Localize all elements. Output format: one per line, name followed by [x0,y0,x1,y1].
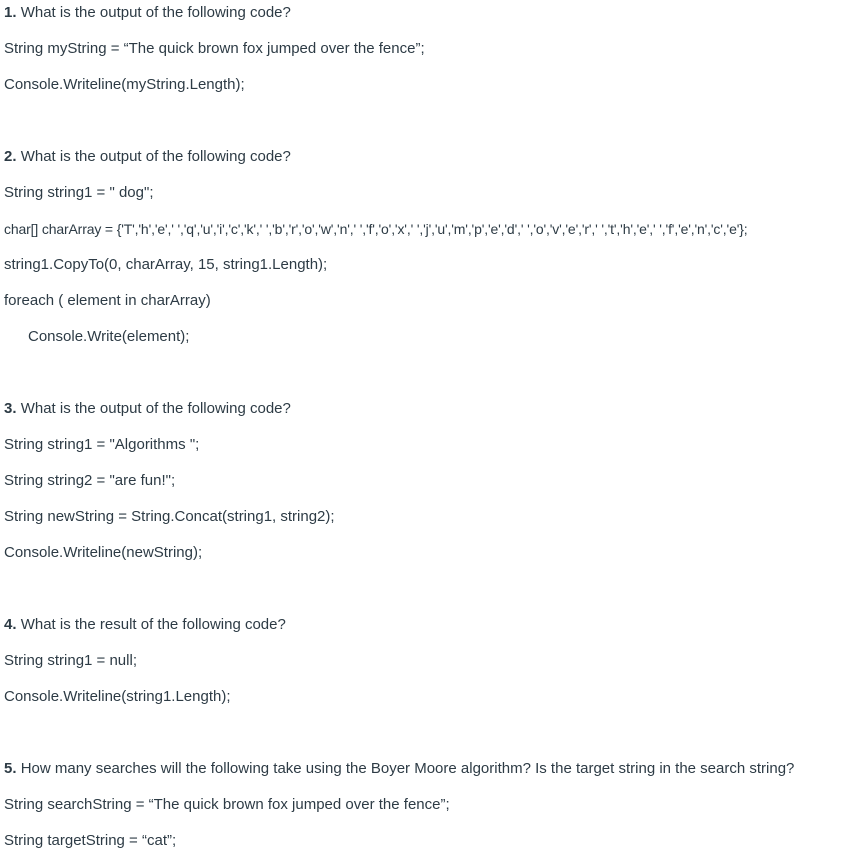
question-prompt: What is the output of the following code? [20,148,291,165]
question-number: 1. [4,4,17,21]
code-line: String string1 = null; [4,652,137,669]
question-1-heading [4,3,291,23]
code-line: String string1 = " dog"; [4,184,154,201]
question-3-heading [4,399,291,419]
code-line: Console.Write(element); [28,328,190,345]
code-line: String string1 = "Algorithms "; [4,436,200,453]
code-line: Console.Writeline(newString); [4,544,203,561]
question-number: 5. [4,760,17,777]
code-line: String targetString = “cat”; [4,832,177,849]
question-prompt: What is the output of the following code? [20,4,291,21]
question-5-heading [4,759,794,779]
question-2-heading [4,147,291,167]
code-line: String myString = “The quick brown fox jumped over the fence”; [4,40,425,57]
question-number: 3. [4,400,17,417]
code-line: Console.Writeline(string1.Length); [4,688,231,705]
question-number: 2. [4,148,17,165]
question-number: 4. [4,616,17,633]
code-line: Console.Writeline(myString.Length); [4,76,245,93]
code-line: char[] charArray = {'T','h','e',' ','q','u','i','c','k',' ','b','r','o','w','n',' ','f','o','x',' ','j','u','m','p','e','d',' ','o','v','e','r',' ','t','h','e',' ','f','e','n','c','e'}; [4,221,748,237]
question-prompt: What is the result of the following code? [20,616,286,633]
code-line: String string2 = "are fun!"; [4,472,176,489]
code-line: String searchString = “The quick brown fox jumped over the fence”; [4,796,450,813]
question-4-heading [4,615,286,635]
code-line: string1.CopyTo(0, charArray, 15, string1.Length); [4,256,328,273]
code-line: String newString = String.Concat(string1, string2); [4,508,335,525]
question-prompt: What is the output of the following code? [20,400,291,417]
question-prompt: How many searches will the following take using the Boyer Moore algorithm? Is the target string in the search string? [20,760,795,777]
code-line: foreach ( element in charArray) [4,292,211,309]
